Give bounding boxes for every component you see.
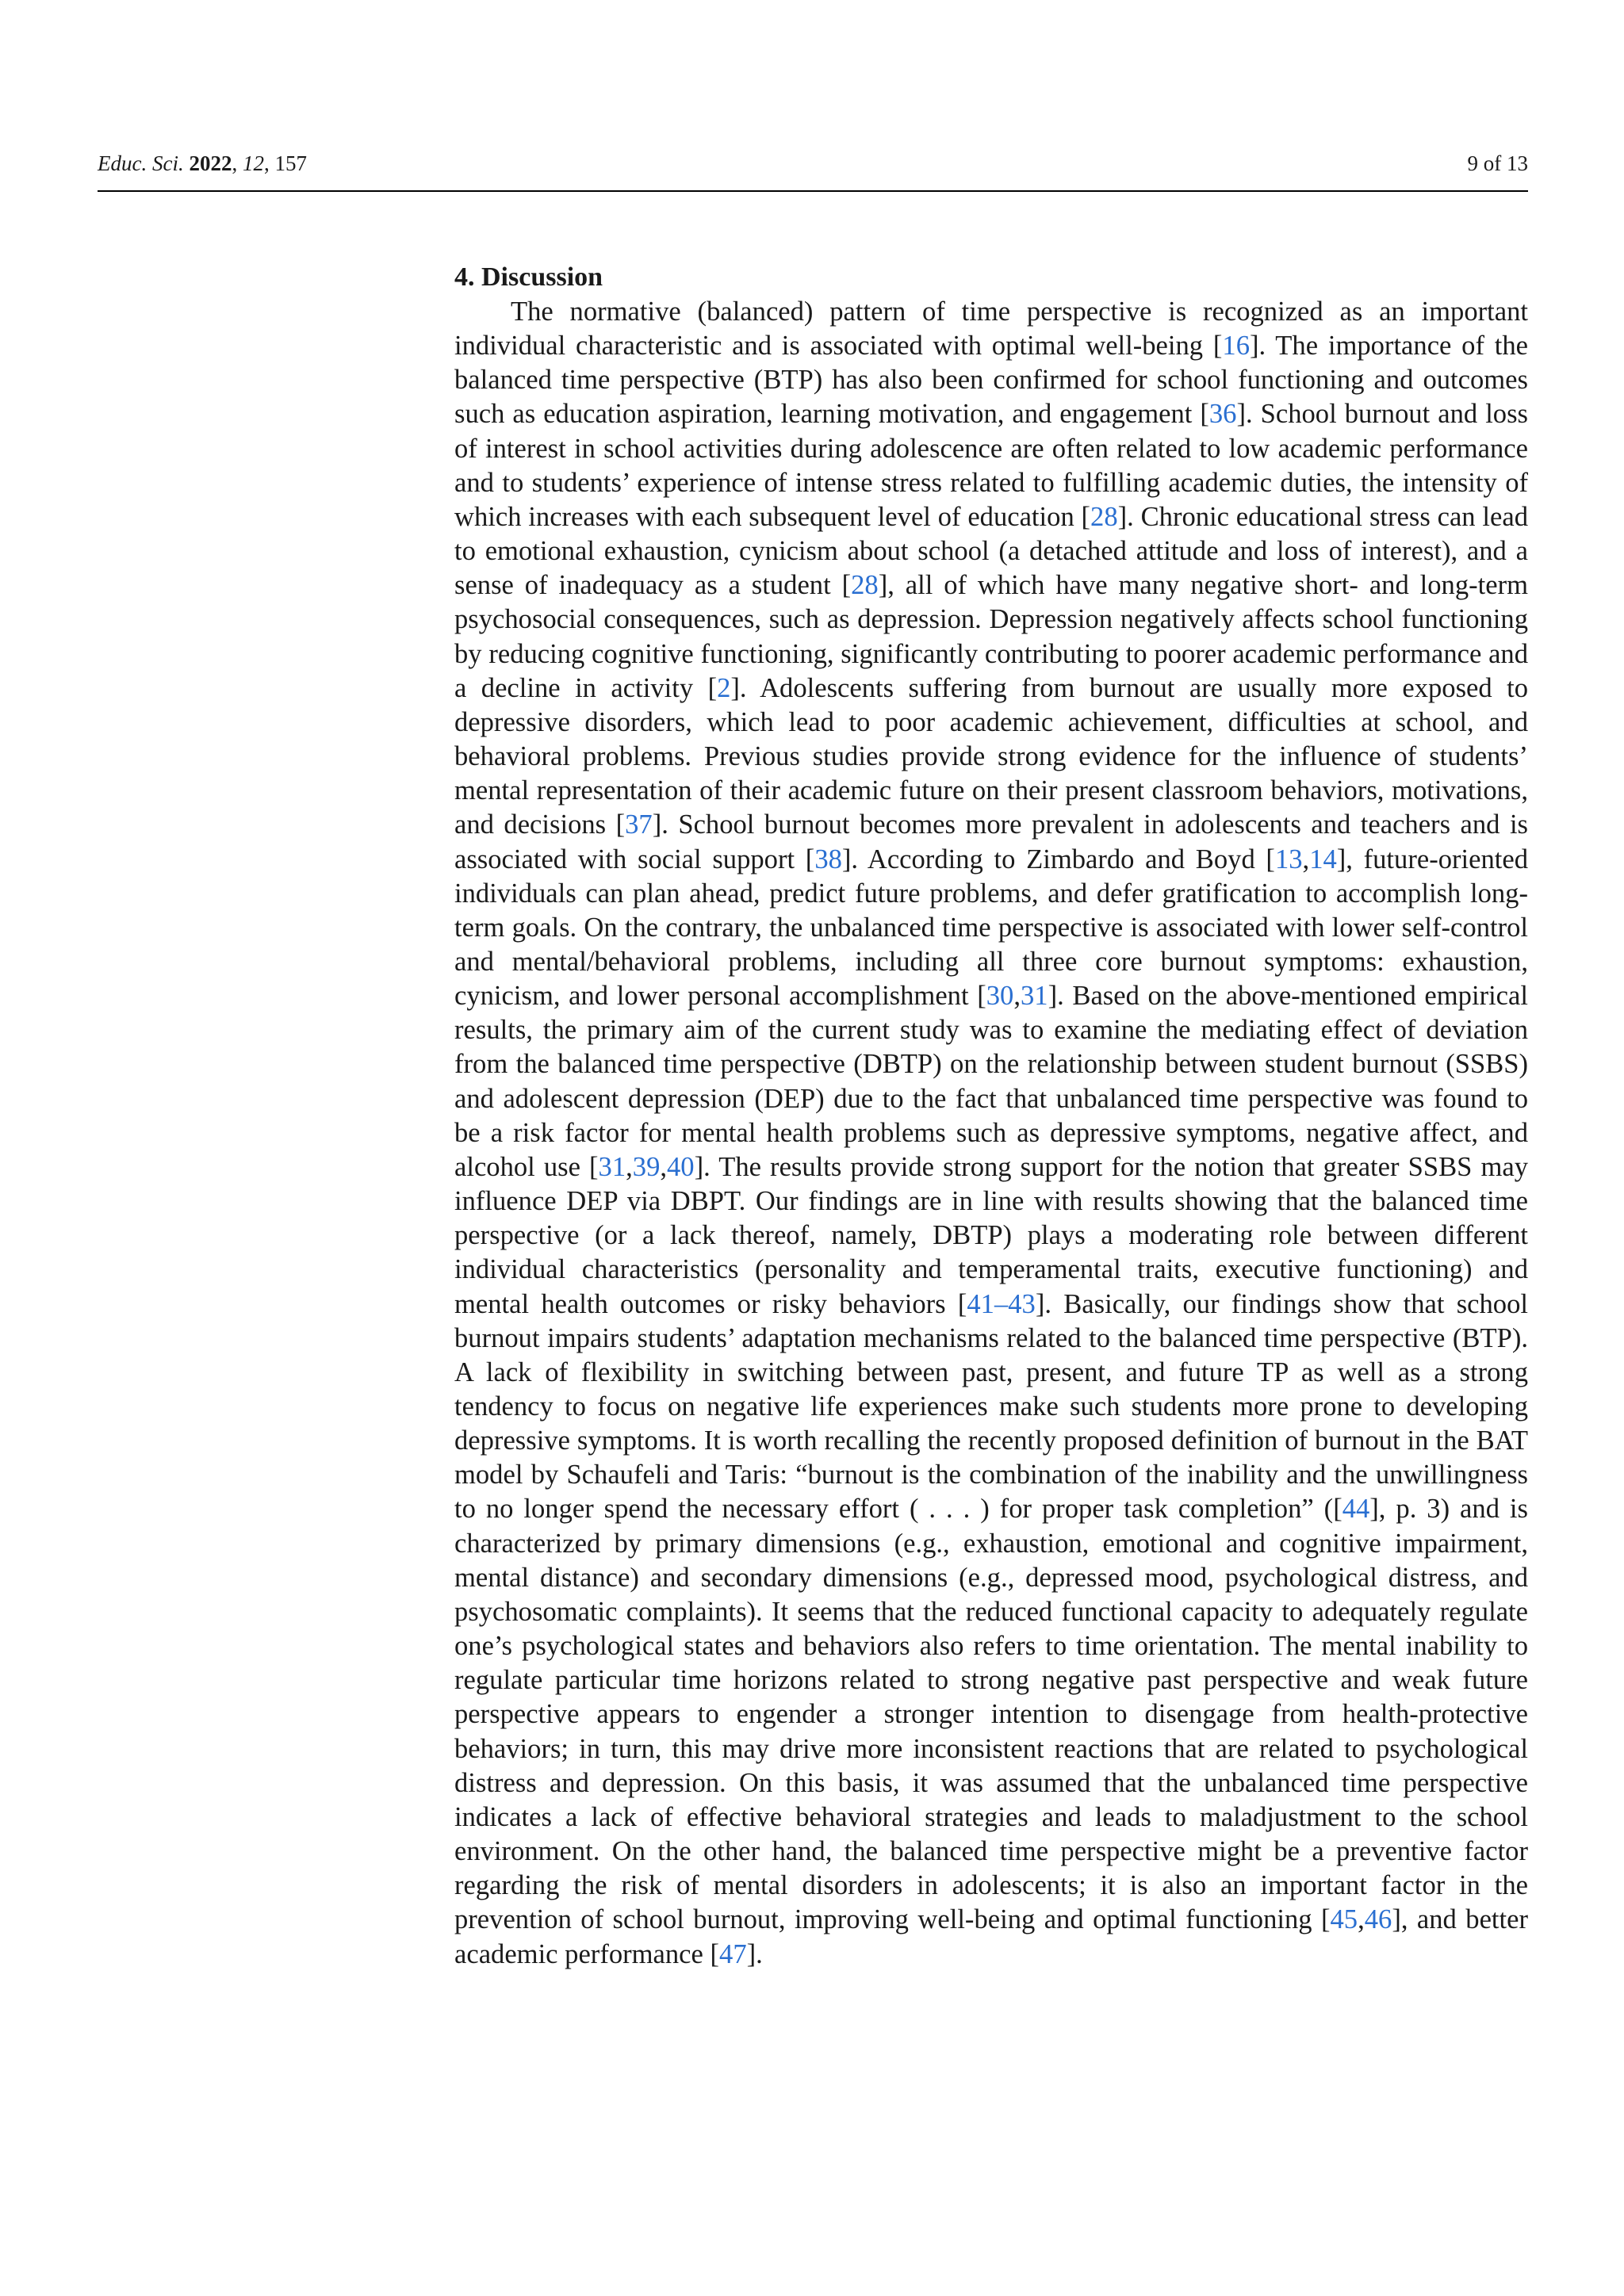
paragraph-text: ]. School burnout becomes more prevalent in adolescents and teachers and is associated with social support [ [454,809,1529,874]
citation-link[interactable]: 31 [598,1151,626,1182]
citation-link[interactable]: 28 [851,570,879,601]
paragraph-text: ], p. 3) and is characterized by primary dimensions (e.g., exhaustion, emotional and cognitive impairment, mental distance) and secondary dimensions (e.g., depressed mood, psychological distress, and psychosomatic complaints). It seems that the reduced functional capacity to adequately regulate one’s psychological states and behaviors also refers to time orientation. The mental inability to regulate particular time horizons related to strong negative past perspective and weak future perspective appears to engender a stronger intention to disengage from health-protective behaviors; in turn, this may drive more inconsistent reactions that are related to psychological distress and depression. On this basis, it was assumed that the unbalanced time perspective indicates a lack of effective behavioral strategies and leads to maladjustment to the school environment. On the other hand, the balanced time perspective might be a preventive factor regarding the risk of mental disorders in adolescents; it is also an important factor in the prevention of school burnout, improving well-being and optimal functioning [ [454,1494,1528,1935]
article-number: 157 [274,151,307,175]
citation-link[interactable]: 45 [1330,1904,1358,1935]
citation-link[interactable]: 39 [632,1151,661,1182]
journal-volume: 12 [242,151,264,175]
citation-link[interactable]: 38 [814,844,842,874]
paragraph-text: , [1302,844,1310,874]
citation-link[interactable]: 13 [1274,844,1303,874]
header-divider [98,190,1528,192]
citation-link[interactable]: 37 [625,809,653,840]
citation-link[interactable]: 47 [719,1938,747,1969]
citation-link[interactable]: 36 [1208,399,1237,430]
section-heading: 4. Discussion [454,262,603,292]
running-header [98,147,1528,179]
main-column [454,260,1528,1972]
journal-name: Educ. Sci. [98,151,184,175]
paragraph-text: ], and better academic performance [ [454,1904,1528,1969]
paragraph-text: ], future-oriented individuals can plan ahead, predict future problems, and defer gratification to accomplish long-term goals. On the contrary, the unbalanced time perspective is associated with lower self-control and mental/behavioral problems, including all three core burnout symptoms: exhaustion, cynicism, and lower personal accomplishment [ [454,844,1528,1012]
citation-link[interactable]: 31 [1020,981,1048,1012]
paragraph-text: ]. Basically, our findings show that school burnout impairs students’ adaptation mechanisms related to the balanced time perspective (BTP). A lack of flexibility in switching between past, present, and future TP as well as a strong tendency to focus on negative life experiences make such students more prone to developing depressive symptoms. It is worth recalling the recently proposed definition of burnout in the BAT model by Schaufeli and Taris: “burnout is the combination of the inability and the unwillingness to no longer spend the necessary effort ( . . . ) for proper task completion” ([ [454,1288,1528,1525]
journal-year: 2022 [189,151,232,175]
paragraph-text: ]. School burnout and loss of interest in school activities during adolescence are often related to low academic performance and to students’ experience of intense stress related to fulfilling academic duties, the intensity of which increases with each subsequent level of education [ [454,399,1528,532]
discussion-paragraph [454,295,1528,1972]
page-number: 9 of 13 [1467,151,1528,175]
citation-link[interactable]: 2 [717,672,731,703]
paragraph-text: , [1358,1904,1365,1935]
paragraph-text: ]. The results provide strong support for the notion that greater SSBS may influence DEP via DBPT. Our findings are in line with results showing that the balanced time perspective (or a lack thereof, namely, DBTP) plays a moderating role between different individual characteristics (personality and temperamental traits, executive functioning) and mental health outcomes or risky behaviors [ [454,1151,1528,1319]
citation-link[interactable]: 30 [986,981,1014,1012]
citation-link[interactable]: 16 [1222,331,1250,362]
paragraph-text: ]. Adolescents suffering from burnout are usually more exposed to depressive disorders, which lead to poor academic achievement, difficulties at school, and behavioral problems. Previous studies provide strong evidence for the influence of students’ mental representation of their academic future on their present classroom behaviors, motivations, and decisions [ [454,672,1528,840]
citation-link[interactable]: 41–43 [967,1288,1036,1319]
paragraph-text: ]. Based on the above-mentioned empirical results, the primary aim of the current study was to examine the mediating effect of deviation from the balanced time perspective (DBTP) on the relationship between student burnout (SSBS) and adolescent depression (DEP) due to the fact that unbalanced time perspective was found to be a risk factor for mental health problems such as depressive symptoms, negative affect, and alcohol use [ [454,981,1528,1182]
paragraph-text: ]. The importance of the balanced time perspective (BTP) has also been confirmed for school functioning and outcomes such as education aspiration, learning motivation, and engagement [ [454,331,1529,430]
citation-link[interactable]: 44 [1342,1494,1370,1525]
citation-line: Educ. Sci. 2022, 12, 157 [98,151,307,175]
paragraph-text: ]. Chronic educational stress can lead to emotional exhaustion, cynicism about school (a detached attitude and loss of interest), and a sense of inadequacy as a student [ [454,501,1528,601]
paragraph-text: ], all of which have many negative short- and long-term psychosocial consequences, such as depression. Depression negatively affects school functioning by reducing cognitive functioning, significantly contributing to poorer academic performance and a decline in activity [ [454,570,1529,703]
paragraph-text: , [1013,981,1021,1012]
citation-link[interactable]: 14 [1309,844,1337,874]
paragraph-text: ]. According to Zimbardo and Boyd [ [841,844,1275,874]
citation-link[interactable]: 46 [1364,1904,1392,1935]
paragraph-text: , [626,1151,633,1182]
citation-link[interactable]: 28 [1090,501,1118,532]
paragraph-text: , [660,1151,668,1182]
paragraph-text: The normative (balanced) pattern of time perspective is recognized as an important individual characteristic and is associated with optimal well-being [ [454,297,1528,362]
paragraph-text: ]. [746,1938,763,1969]
citation-link[interactable]: 40 [667,1151,695,1182]
